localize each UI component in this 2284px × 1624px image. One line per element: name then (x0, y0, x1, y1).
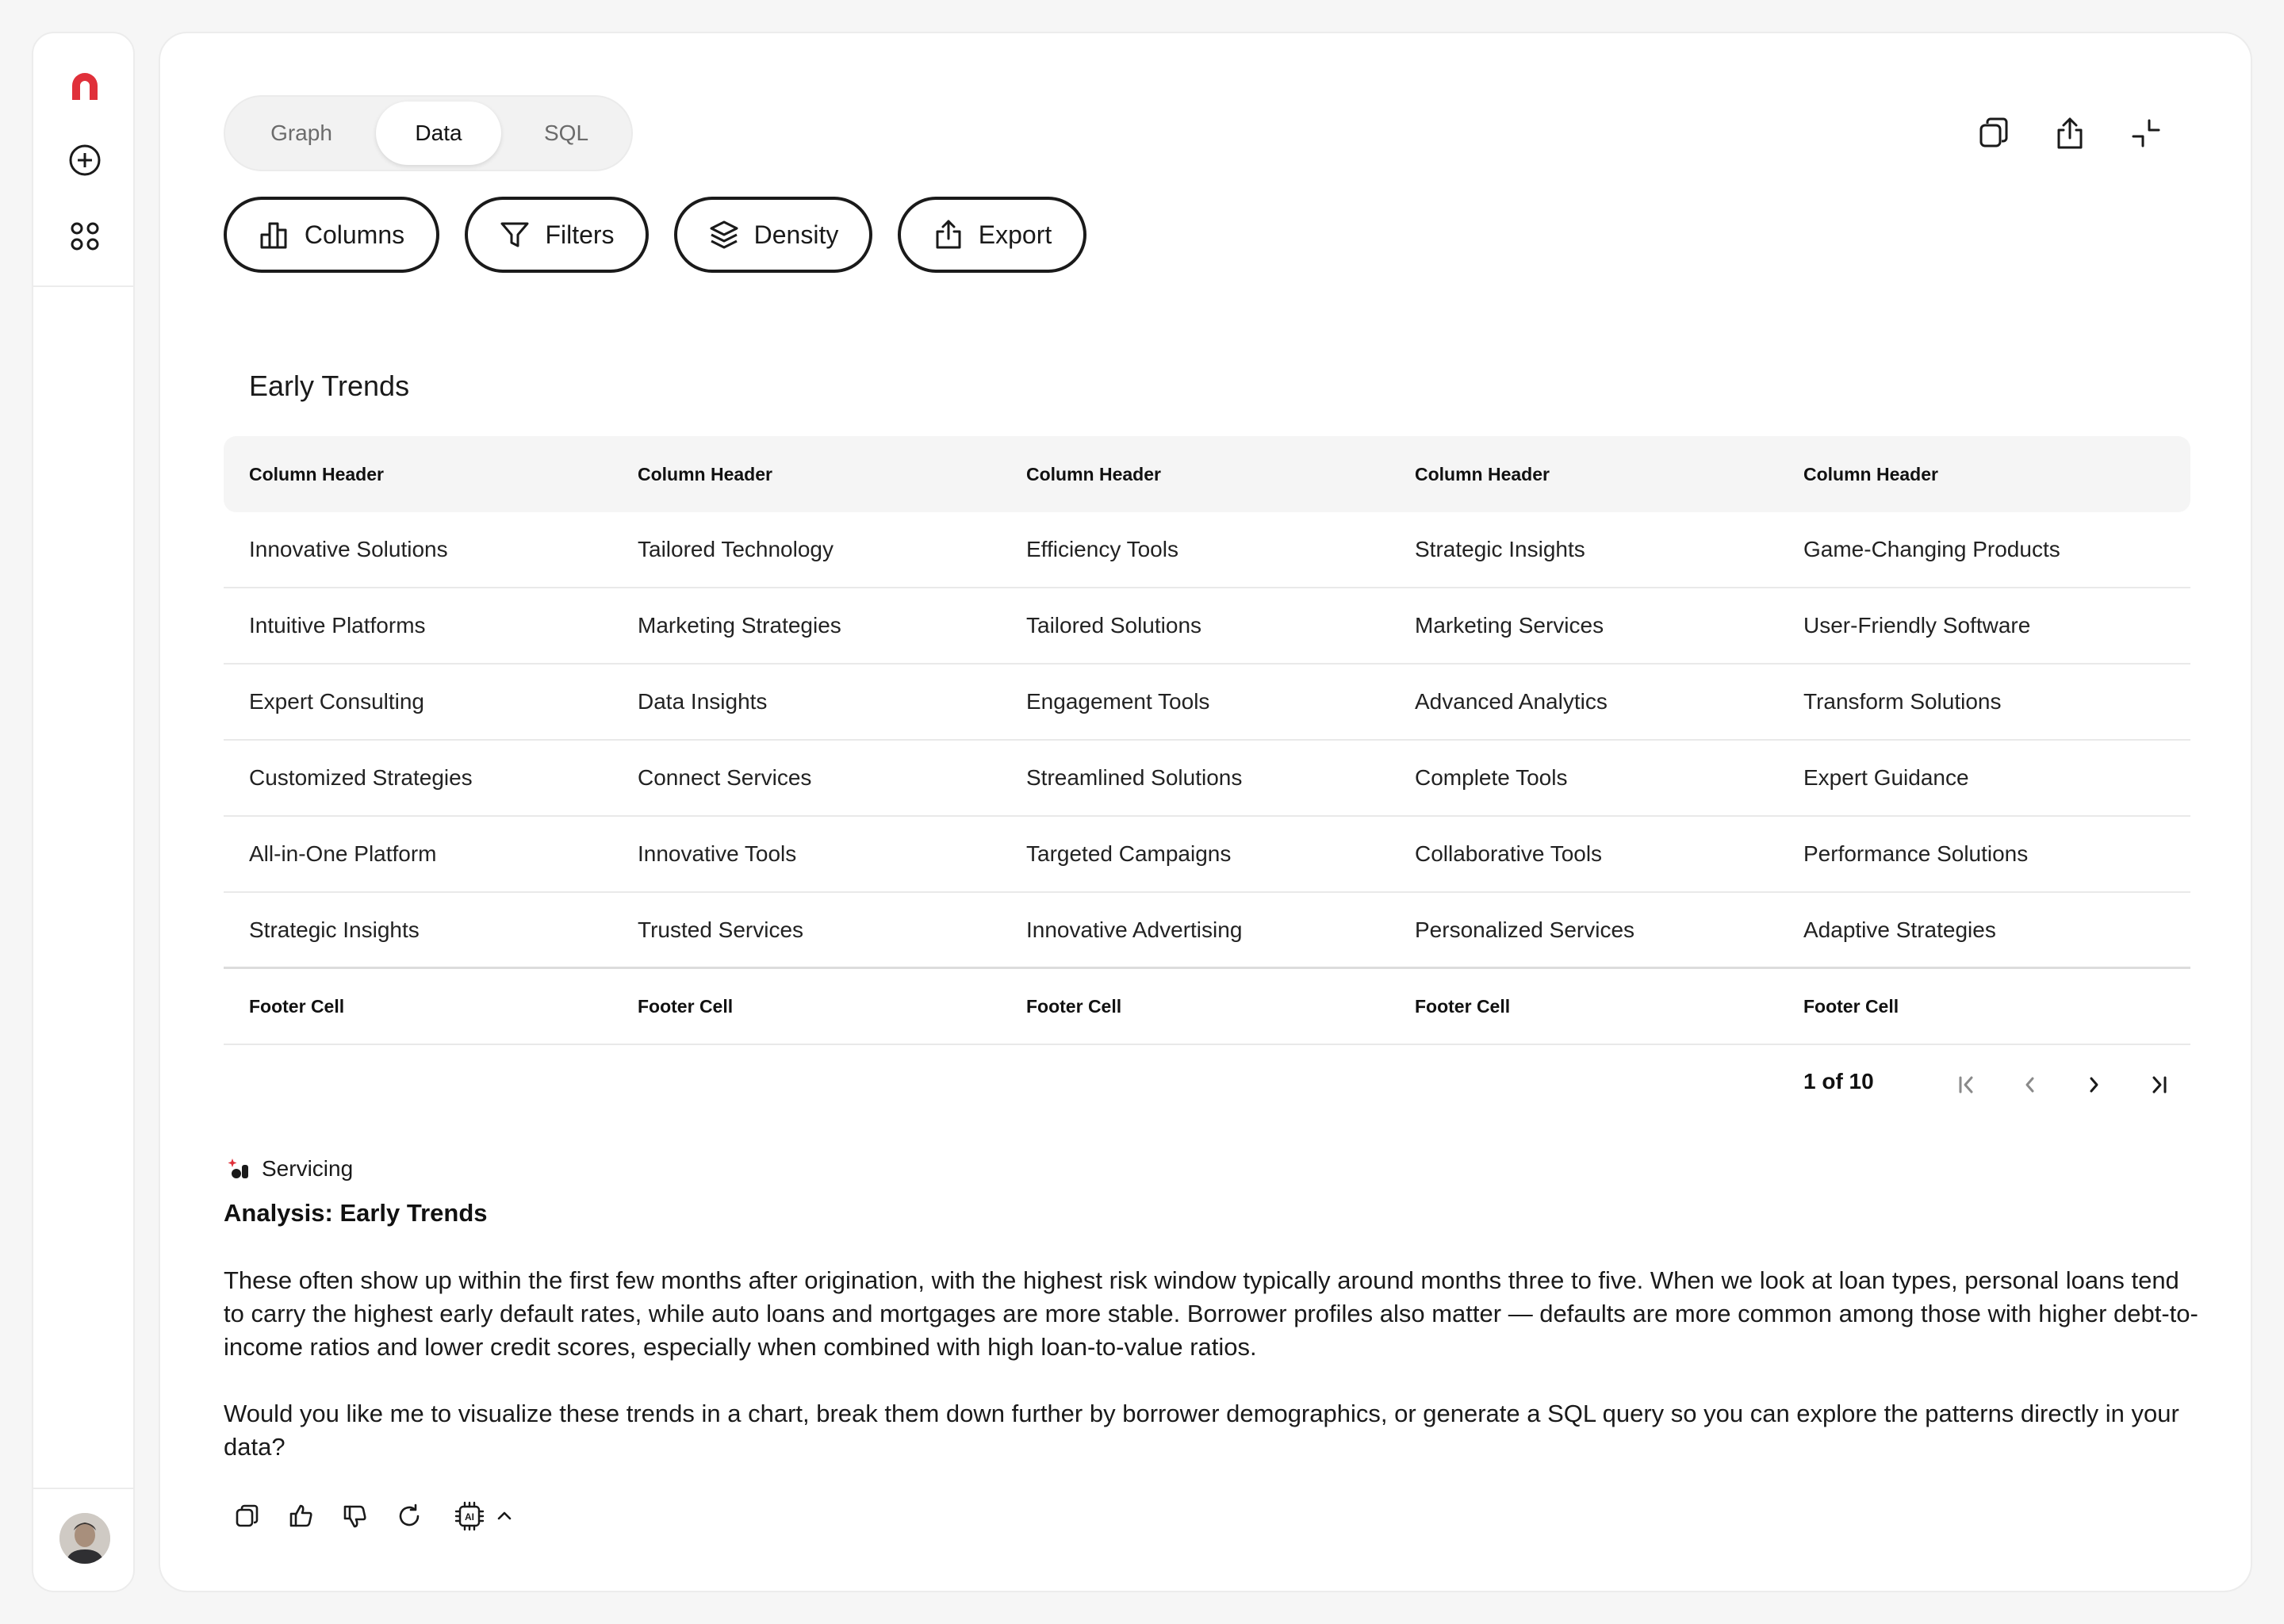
export-label: Export (978, 220, 1052, 249)
column-header[interactable]: Column Header (1026, 463, 1161, 485)
table-cell: Performance Solutions (1803, 841, 2029, 866)
column-header[interactable]: Column Header (638, 463, 772, 485)
table-cell: Marketing Services (1415, 613, 1604, 638)
copy-icon[interactable] (1973, 113, 2014, 154)
table-cell: Advanced Analytics (1415, 689, 1608, 714)
collapse-icon[interactable] (2125, 113, 2167, 154)
bar-chart-icon (259, 219, 290, 251)
last-page-icon[interactable] (2140, 1066, 2178, 1104)
footer-cell: Footer Cell (1803, 995, 1899, 1017)
view-tabs (224, 95, 633, 171)
columns-button[interactable] (224, 197, 439, 273)
user-avatar[interactable] (59, 1513, 110, 1564)
agent-icon (227, 1157, 251, 1181)
export-icon (933, 219, 964, 251)
rail-footer (33, 1488, 133, 1591)
table-cell: Strategic Insights (1415, 537, 1585, 561)
table-title: Early Trends (249, 370, 410, 402)
svg-text:AI: AI (465, 1511, 474, 1522)
chevron-up-icon[interactable] (490, 1497, 519, 1535)
table-cell: Strategic Insights (249, 917, 420, 942)
export-button[interactable] (898, 197, 1086, 273)
table-cell: Engagement Tools (1026, 689, 1210, 714)
tab-sql[interactable]: SQL (543, 121, 589, 145)
table-cell: Transform Solutions (1803, 689, 2002, 714)
table-cell: Personalized Services (1415, 917, 1635, 942)
filters-button[interactable] (465, 197, 649, 273)
analysis-paragraph: These often show up within the first few months after origination, with the highest risk window typically around months three to five. When we look at loan types, personal loans tend to carry the highest early default rates, while auto loans and mortgages are more stable. Borrower profiles also matter — defaults are more common among those with higher debt-to-income ratios and lower credit scores, especially when combined with high loan-to-value ratios. (224, 1266, 2198, 1361)
table-row[interactable] (224, 817, 2190, 893)
column-header[interactable]: Column Header (249, 463, 384, 485)
brand-logo-icon[interactable] (61, 62, 109, 109)
main-panel (159, 32, 2252, 1592)
agent-label (227, 1156, 353, 1182)
filter-icon (499, 219, 531, 251)
regenerate-icon[interactable] (390, 1497, 428, 1535)
density-button[interactable] (674, 197, 872, 273)
table-cell: Targeted Campaigns (1026, 841, 1232, 866)
table-cell: Intuitive Platforms (249, 613, 426, 638)
footer-cell: Footer Cell (249, 995, 345, 1017)
apps-grid-icon[interactable] (61, 213, 109, 260)
table-cell: Streamlined Solutions (1026, 765, 1243, 790)
table-cell: Collaborative Tools (1415, 841, 1603, 866)
table-cell: Tailored Technology (638, 537, 834, 561)
new-chat-icon[interactable] (61, 136, 109, 184)
table-cell: Customized Strategies (249, 765, 473, 790)
footer-cell: Footer Cell (1415, 995, 1511, 1017)
table-cell: Adaptive Strategies (1803, 917, 1996, 942)
table-cell: Expert Guidance (1803, 765, 1969, 790)
table-row[interactable] (224, 741, 2190, 817)
table-header-row (224, 436, 2190, 512)
next-page-icon[interactable] (2075, 1066, 2113, 1104)
table-cell: Trusted Services (638, 917, 804, 942)
layers-icon (708, 219, 740, 251)
table-cell: Efficiency Tools (1026, 537, 1178, 561)
table-cell: User-Friendly Software (1803, 613, 2031, 638)
table-cell: Expert Consulting (249, 689, 425, 714)
share-icon[interactable] (2049, 113, 2090, 154)
footer-cell: Footer Cell (1026, 995, 1122, 1017)
table-cell: All-in-One Platform (249, 841, 437, 866)
copy-message-icon[interactable] (228, 1497, 266, 1535)
table-cell: Data Insights (638, 689, 768, 714)
analysis-title: Analysis: Early Trends (224, 1199, 488, 1227)
table-cell: Complete Tools (1415, 765, 1568, 790)
table-cell: Innovative Solutions (249, 537, 448, 561)
first-page-icon[interactable] (1948, 1066, 1986, 1104)
analysis-paragraph: Would you like me to visualize these trends in a chart, break them down further by borrower demographics, or generate a SQL query so you can explore the patterns directly in your data? (224, 1400, 2179, 1461)
table-cell: Innovative Tools (638, 841, 797, 866)
table-footer-row (224, 969, 2190, 1045)
filters-label: Filters (545, 220, 615, 249)
table-cell: Game-Changing Products (1803, 537, 2060, 561)
table-row[interactable] (224, 512, 2190, 588)
thumbs-down-icon[interactable] (336, 1497, 374, 1535)
table-cell: Marketing Strategies (638, 613, 841, 638)
column-header[interactable]: Column Header (1415, 463, 1550, 485)
thumbs-up-icon[interactable] (282, 1497, 320, 1535)
agent-name: Servicing (262, 1156, 354, 1181)
column-header[interactable]: Column Header (1803, 463, 1938, 485)
density-label: Density (753, 220, 839, 249)
left-rail (32, 32, 135, 1592)
data-table (224, 436, 2190, 1045)
prev-page-icon[interactable] (2011, 1066, 2049, 1104)
columns-label: Columns (304, 220, 405, 249)
footer-cell: Footer Cell (638, 995, 734, 1017)
tab-data[interactable]: Data (376, 102, 501, 165)
table-row[interactable] (224, 893, 2190, 969)
rail-nav (33, 33, 133, 287)
table-cell: Connect Services (638, 765, 812, 790)
table-row[interactable] (224, 665, 2190, 741)
tab-graph[interactable]: Graph (270, 121, 332, 145)
table-cell: Tailored Solutions (1026, 613, 1202, 638)
ai-chip-icon[interactable] (450, 1497, 489, 1535)
pagination-label: 1 of 10 (1803, 1069, 1874, 1094)
table-row[interactable] (224, 588, 2190, 665)
table-cell: Innovative Advertising (1026, 917, 1243, 942)
